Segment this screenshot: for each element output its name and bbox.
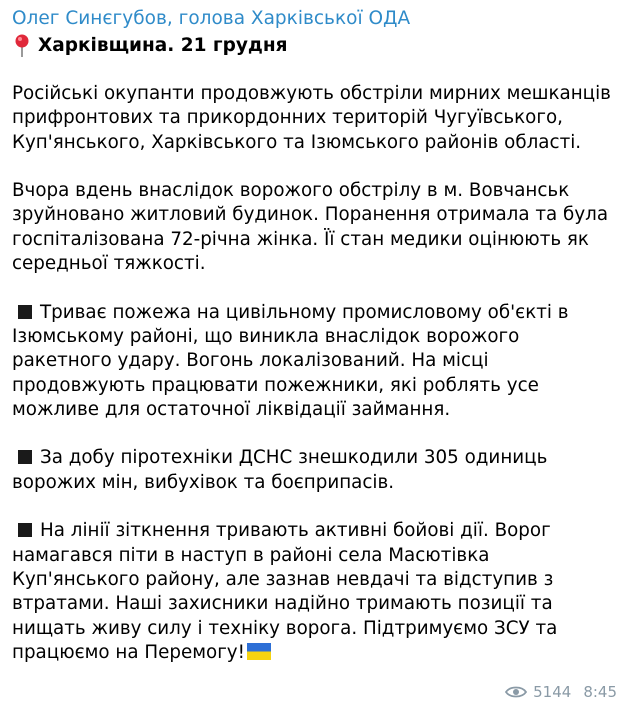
ukraine-flag-icon — [247, 643, 271, 660]
round-pushpin-icon — [12, 34, 32, 58]
paragraph-intro: Російські окупанти продовжують обстріли мирних мешканців прифронтових та прикордонних територій Чугуївського, Куп'янського, Харківського та Ізюмського районів області. — [12, 83, 611, 153]
paragraph-demining — [12, 446, 617, 495]
message-title-line — [12, 34, 617, 58]
paragraph-vovchansk: Вчора вдень внаслідок ворожого обстрілу в м. Вовчанськ зруйновано житловий будинок. Поранення отримала та була госпіталізована 72-річна жінка. Її стан медики оцінюють як середньої тяжкості. — [12, 180, 609, 275]
paragraph-fire — [12, 301, 617, 422]
paragraph-frontline — [12, 519, 617, 665]
paragraph-fire-text: Триває пожежа на цивільному промисловому об'єкті в Ізюмському районі, що виникла внаслідок ворожого ракетного удару. Вогонь локалізований. На місці продовжують працювати пожежники, які роблять усе можливе для остаточної ліквідації займання. — [12, 301, 569, 420]
views-count: 5144 — [533, 683, 572, 701]
author-name[interactable]: Олег Синєгубов, голова Харківської ОДА — [12, 8, 411, 29]
paragraph-demining-text: За добу піротехніки ДСНС знешкодили 305 одиниць ворожих мін, вибухівок та боєприпасів. — [12, 447, 548, 493]
paragraph-frontline-text: На лінії зіткнення тривають активні бойові дії. Ворог намагався піти в наступ в районі села Масютівка Куп'янського району, але зазнав невдачі та відступив з втратами. Наші захисники надійно тримають позиції та нищать живу силу і техніку ворога. Підтримуємо ЗСУ та працюємо на Перемогу! — [12, 520, 558, 663]
black-square-icon — [18, 450, 32, 464]
eye-icon — [505, 685, 527, 699]
message-meta — [505, 683, 617, 701]
black-square-icon — [18, 305, 32, 319]
message-title: Харківщина. 21 грудня — [38, 35, 288, 56]
black-square-icon — [18, 523, 32, 537]
message-time: 8:45 — [583, 683, 617, 701]
